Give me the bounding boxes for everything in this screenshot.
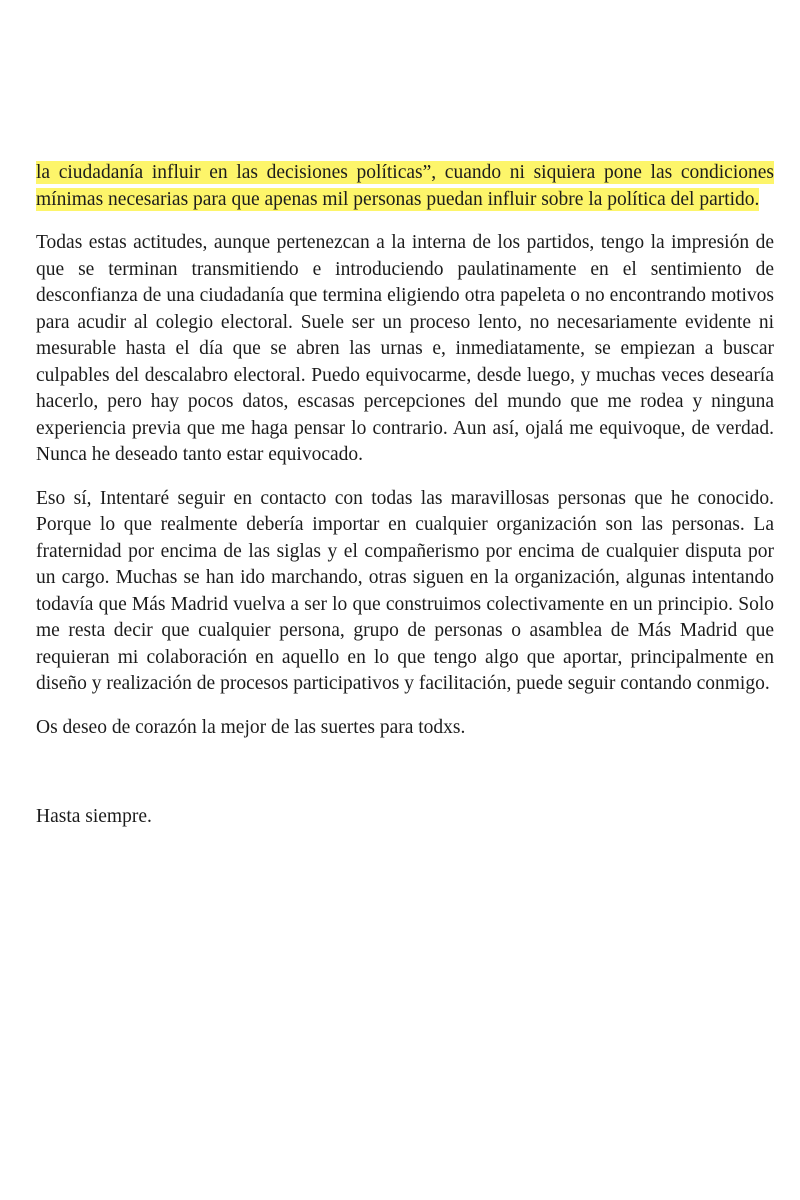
paragraph-contact: Eso sí, Intentaré seguir en contacto con todas las maravillosas personas que he conocido. Porque lo que realmente debería importar en cualquier organización son las personas. La fraternidad por encima de las siglas y el compañerismo por encima de cualquier disputa por un cargo. Muchas se han ido marchando, otras siguen en la organización, algunas intentando todavía que Más Madrid vuelva a ser lo que construimos colectivamente en un principio. Solo me resta decir que cualquier persona, grupo de personas o asamblea de Más Madrid que requieran mi colaboración en aquello en lo que tengo algo que aportar, principalmente en diseño y realización de procesos participativos y facilitación, puede seguir contando conmigo. xyxy=(36,487,774,694)
highlighted-text: la ciudadanía influir en las decisiones políticas”, cuando ni siquiera pone las condiciones mínimas necesarias para que apenas mil personas puedan influir sobre la política del partido. xyxy=(36,162,774,210)
document-page xyxy=(36,160,774,831)
paragraph-attitudes: Todas estas actitudes, aunque pertenezcan a la interna de los partidos, tengo la impresión de que se terminan transmitiendo e introduciendo paulatinamente en el sentimiento de desconfianza de una ciudadanía que termina eligiendo otra papeleta o no encontrando motivos para acudir al colegio electoral. Suele ser un proceso lento, no necesariamente evidente ni mesurable hasta el día que se abren las urnas e, inmediatamente, se empiezan a buscar culpables del descalabro electoral. Puedo equivocarme, desde luego, y muchas veces desearía hacerlo, pero hay pocos datos, escasas percepciones del mundo que me rodea y ninguna experiencia previa que me haga pensar lo contrario. Aun así, ojalá me equivoque, de verdad. Nunca he deseado tanto estar equivocado. xyxy=(36,232,774,465)
highlighted-paragraph xyxy=(36,160,774,213)
spacer xyxy=(36,758,774,804)
paragraph-wishes: Os deseo de corazón la mejor de las suertes para todxs. xyxy=(36,716,466,738)
closing-line: Hasta siempre. xyxy=(36,806,152,827)
